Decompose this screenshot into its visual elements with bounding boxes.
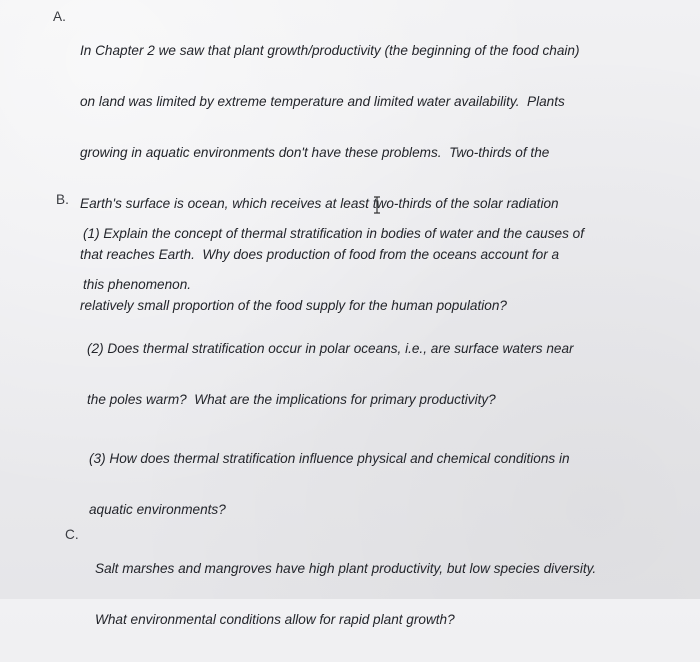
question-a-line: Earth's surface is ocean, which receives at least two-thirds of the solar radiation (80, 196, 559, 211)
text-cursor-icon (373, 196, 381, 214)
question-a-line: In Chapter 2 we saw that plant growth/productivity (the beginning of the food chain) (80, 43, 580, 58)
question-a-marker: A. (53, 9, 66, 24)
question-c-text (95, 526, 665, 662)
question-a-line: relatively small proportion of the food supply for the human population? (80, 298, 507, 313)
question-b-part-3-line: (3) How does thermal stratification influence physical and chemical conditions in (89, 451, 570, 466)
question-a-line: on land was limited by extreme temperature and limited water availability. Plants (80, 94, 565, 109)
question-a-line: that reaches Earth. Why does production of food from the oceans account for a (80, 247, 560, 262)
question-b-part-2-line: (2) Does thermal stratification occur in polar oceans, i.e., are surface waters near (87, 341, 574, 356)
question-c-marker: C. (65, 527, 79, 542)
question-b-part-2-line: the poles warm? What are the implications for primary productivity? (87, 392, 496, 407)
question-b-part-3-line: aquatic environments? (89, 502, 226, 517)
question-b-marker: B. (56, 192, 69, 207)
question-c-line: Salt marshes and mangroves have high plant productivity, but low species diversity. (95, 561, 597, 576)
question-a-line: growing in aquatic environments don't have these problems. Two-thirds of the (80, 145, 550, 160)
question-b-part-1-line: this phenomenon. (83, 277, 192, 292)
question-b-part-1-line: (1) Explain the concept of thermal stratification in bodies of water and the causes of (83, 226, 584, 241)
question-c-line: What environmental conditions allow for rapid plant growth? (95, 612, 455, 627)
